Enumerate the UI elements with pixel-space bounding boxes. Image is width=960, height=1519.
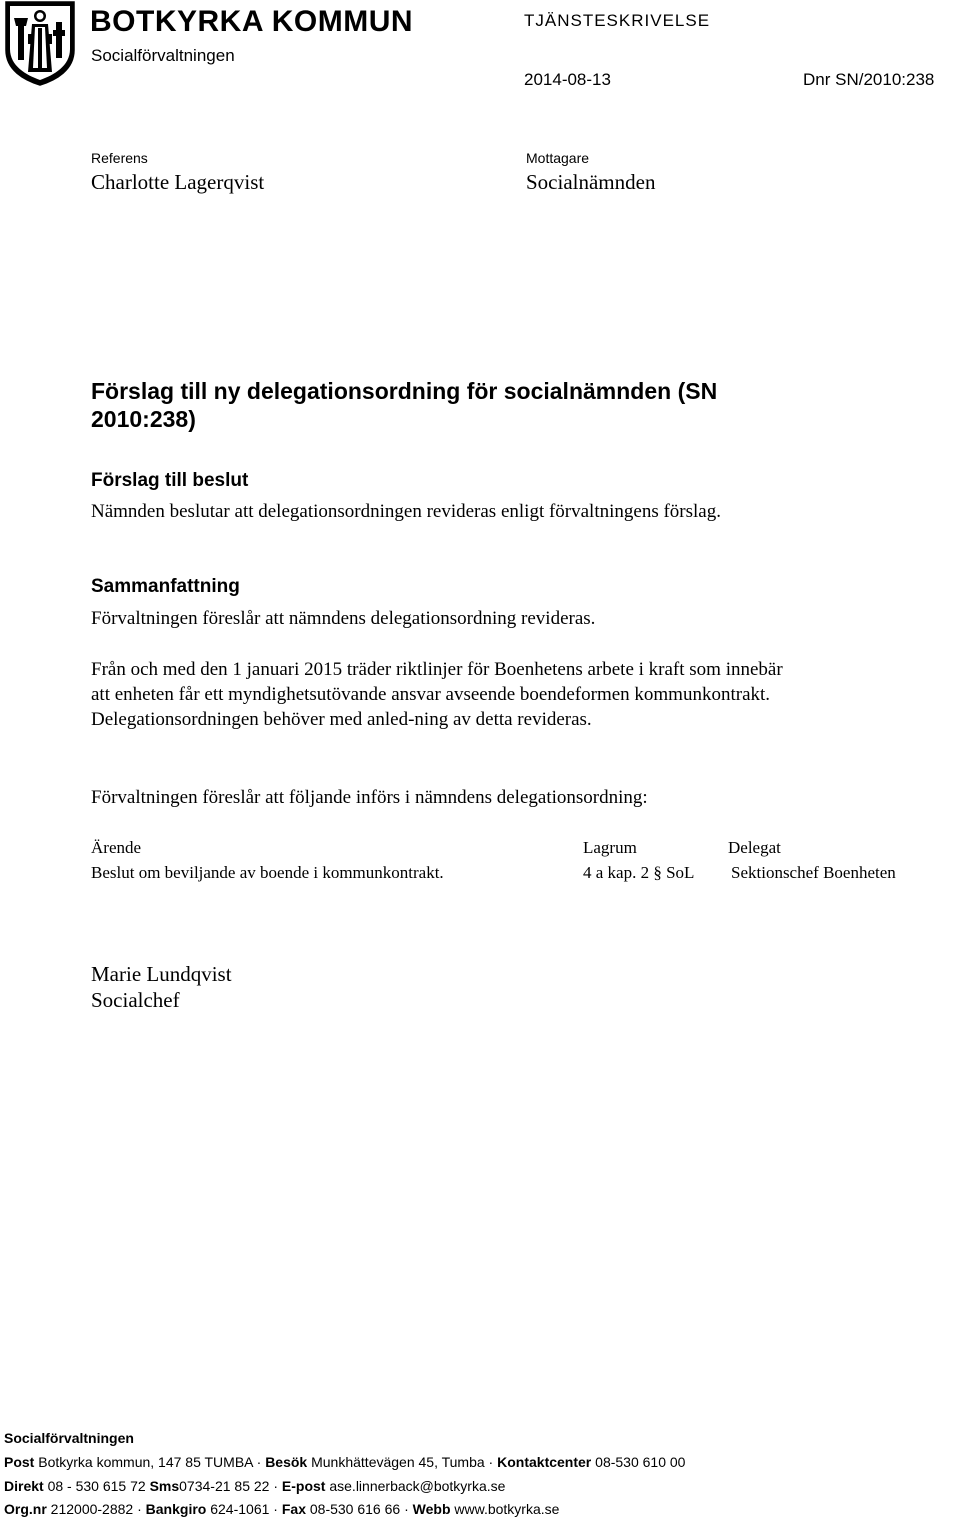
footer-web-label: Webb bbox=[412, 1501, 451, 1517]
footer-post-value: Botkyrka kommun, 147 85 TUMBA bbox=[38, 1454, 253, 1470]
footer-sms-value: 0734-21 85 22 bbox=[179, 1478, 270, 1494]
proposal-heading: Förslag till beslut bbox=[91, 470, 249, 491]
footer-line-1: Post Botkyrka kommun, 147 85 TUMBA · Besök Munkhättevägen 45, Tumba · Kontaktcenter 08-530 610 00 bbox=[4, 1454, 686, 1470]
signature-name: Marie Lundqvist bbox=[91, 962, 232, 986]
summary-text: Förvaltningen föreslår att nämndens delegationsordning revideras. bbox=[91, 608, 596, 629]
document-date: 2014-08-13 bbox=[524, 70, 611, 89]
table-cell-matter: Beslut om beviljande av boende i kommunkontrakt. bbox=[91, 863, 444, 882]
footer-visit-label: Besök bbox=[265, 1454, 308, 1470]
table-cell-law: 4 a kap. 2 § SoL bbox=[583, 863, 695, 882]
table-header-matter: Ärende bbox=[91, 838, 142, 857]
paragraph-proposal-intro: Förvaltningen föreslår att följande införs i nämndens delegationsordning: bbox=[91, 787, 648, 808]
footer-unit: Socialförvaltningen bbox=[4, 1430, 134, 1446]
table-header-delegate: Delegat bbox=[728, 838, 781, 857]
footer-web-link[interactable]: www.botkyrka.se bbox=[454, 1501, 560, 1517]
document-number: Dnr SN/2010:238 bbox=[803, 70, 935, 89]
footer-line-2: Direkt 08 - 530 615 72 Sms0734-21 85 22 · E-post ase.linnerback@botkyrka.se bbox=[4, 1478, 506, 1494]
footer-contact-label: Kontaktcenter bbox=[497, 1454, 592, 1470]
footer-line-3: Org.nr 212000-2882 · Bankgiro 624-1061 · Fax 08-530 616 66 · Webb www.botkyrka.se bbox=[4, 1501, 560, 1517]
organization-unit: Socialförvaltningen bbox=[91, 46, 235, 65]
footer-bankgiro-value: 624-1061 bbox=[210, 1501, 270, 1517]
footer-fax-value: 08-530 616 66 bbox=[309, 1501, 401, 1517]
footer-email-link[interactable]: ase.linnerback@botkyrka.se bbox=[329, 1478, 506, 1494]
footer-email-label: E-post bbox=[281, 1478, 326, 1494]
paragraph-background: Från och med den 1 januari 2015 träder riktlinjer för Boenhetens arbete i kraft som innebär att enheten får ett myndighetsutövande ansvar avseende boendeformen kommunkontrakt. Delegationsordningen behöver med anled-ning av detta revideras. bbox=[91, 659, 783, 730]
document-type: TJÄNSTESKRIVELSE bbox=[524, 11, 711, 30]
footer-direct-value: 08 - 530 615 72 bbox=[47, 1478, 146, 1494]
footer-visit-value: Munkhättevägen 45, Tumba bbox=[311, 1454, 485, 1470]
table-header-law: Lagrum bbox=[583, 838, 637, 857]
footer-orgnr-label: Org.nr bbox=[4, 1501, 47, 1517]
footer-orgnr-value: 212000-2882 bbox=[50, 1501, 134, 1517]
footer-direct-label: Direkt bbox=[4, 1478, 44, 1494]
coat-of-arms-logo bbox=[4, 0, 76, 86]
reference-name: Charlotte Lagerqvist bbox=[91, 170, 265, 194]
footer-sms-label: Sms bbox=[149, 1478, 180, 1494]
footer-post-label: Post bbox=[4, 1454, 35, 1470]
recipient-name: Socialnämnden bbox=[526, 170, 656, 194]
footer-contact-value: 08-530 610 00 bbox=[595, 1454, 686, 1470]
reference-label: Referens bbox=[91, 150, 148, 166]
table-cell-delegate: Sektionschef Boenheten bbox=[731, 863, 896, 882]
footer-bankgiro-label: Bankgiro bbox=[145, 1501, 207, 1517]
organization-name: BOTKYRKA KOMMUN bbox=[90, 5, 414, 38]
recipient-label: Mottagare bbox=[526, 150, 590, 166]
summary-heading: Sammanfattning bbox=[91, 576, 240, 597]
document-title: Förslag till ny delegationsordning för socialnämnden (SN 2010:238) bbox=[91, 378, 718, 432]
proposal-text: Nämnden beslutar att delegationsordningen revideras enligt förvaltningens förslag. bbox=[91, 501, 721, 522]
signature-title: Socialchef bbox=[91, 988, 180, 1012]
footer-fax-label: Fax bbox=[281, 1501, 306, 1517]
